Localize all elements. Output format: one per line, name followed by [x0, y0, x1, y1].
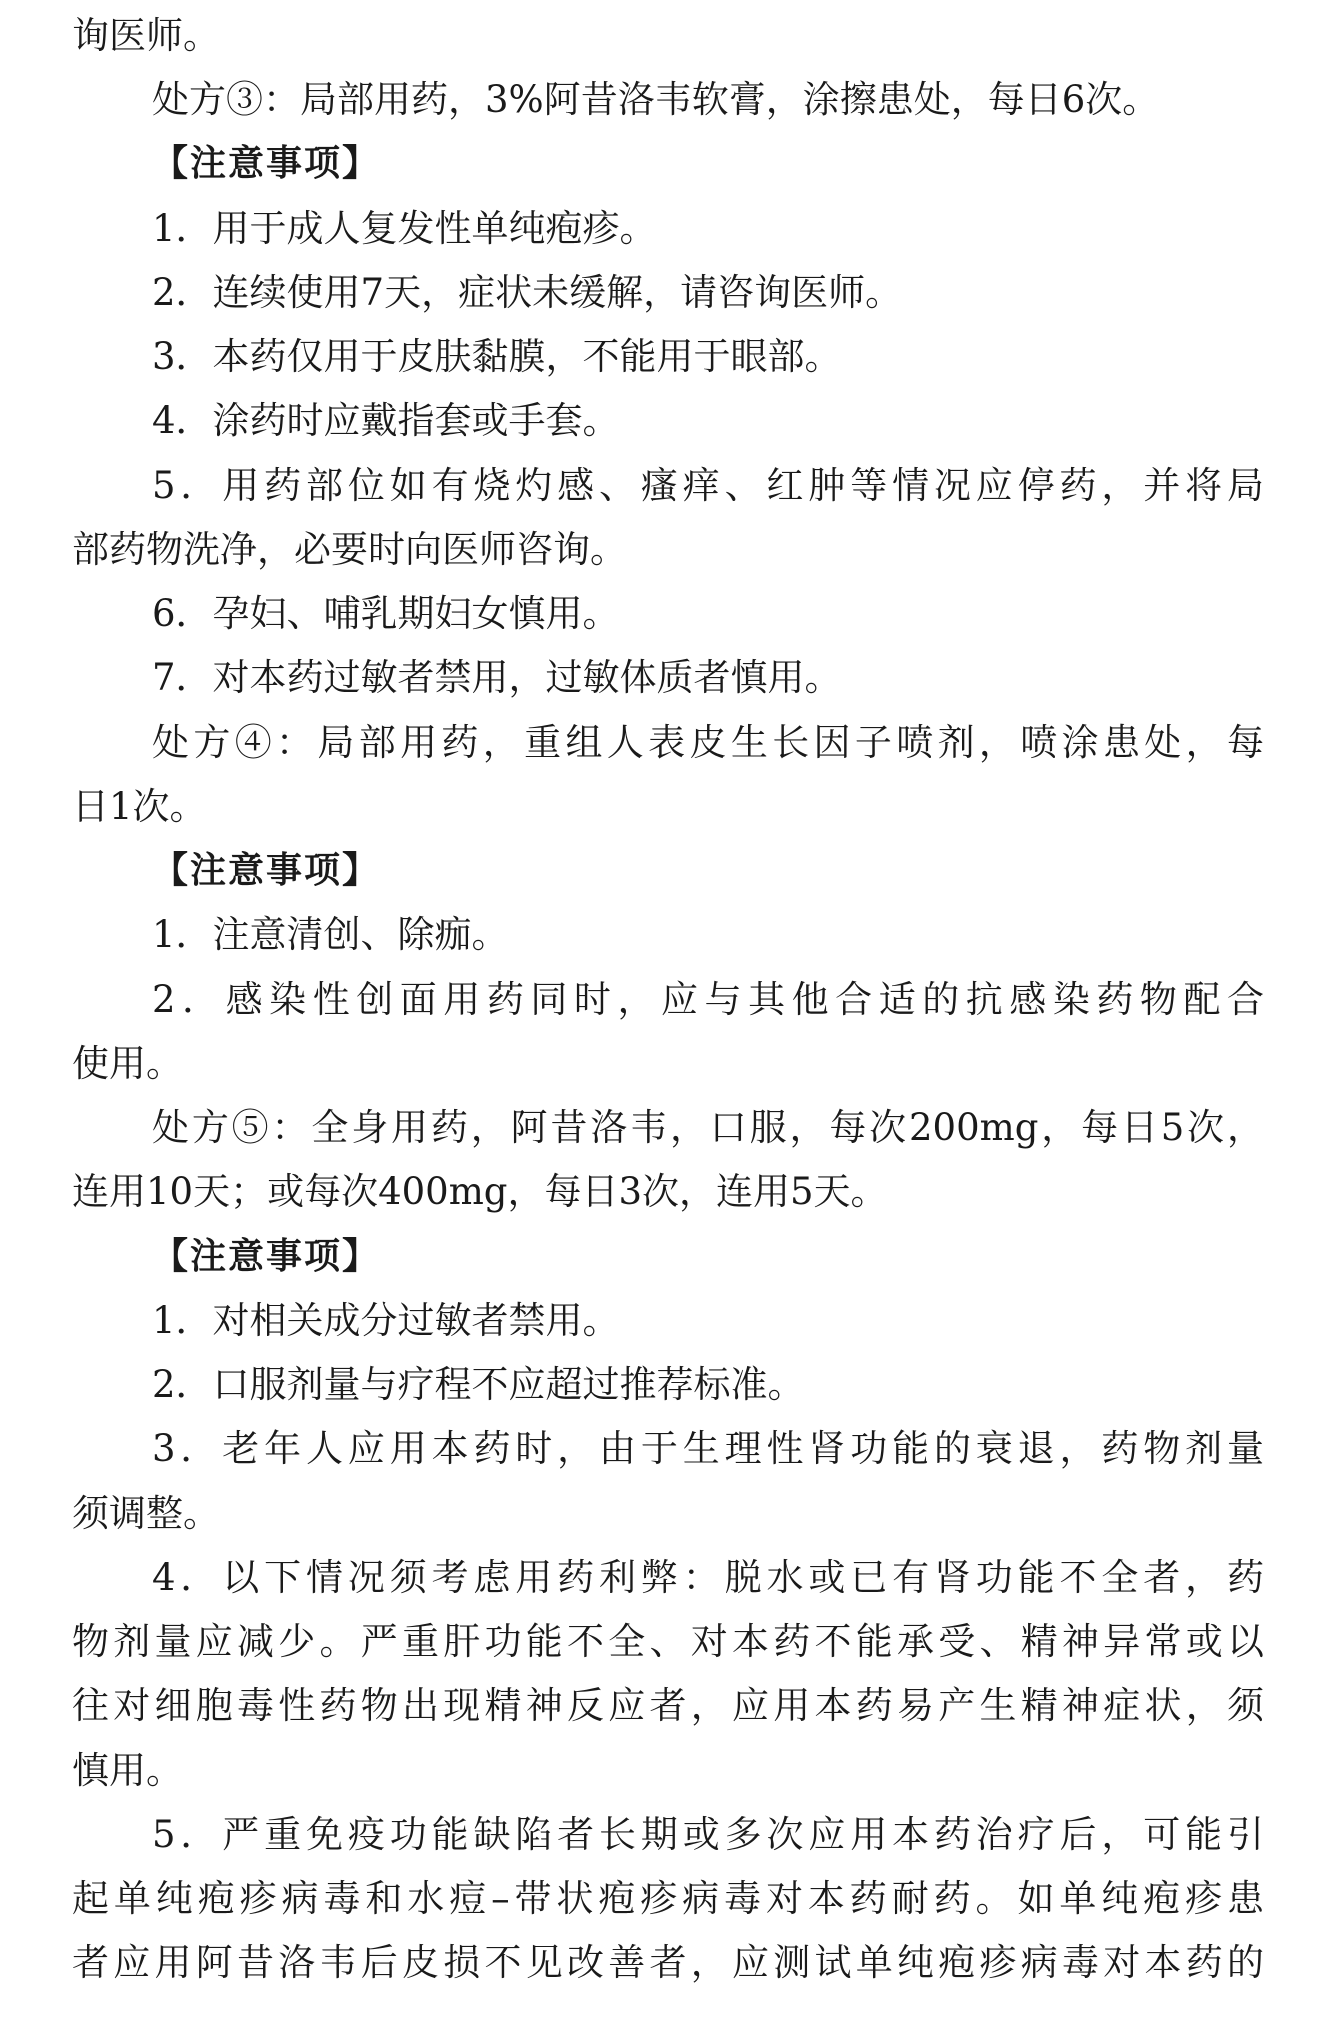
note-item: 1．对相关成分过敏者禁用。: [152, 1299, 620, 1342]
note-item-continued: 往对细胞毒性药物出现精神反应者，应用本药易产生精神症状，须: [72, 1684, 1264, 1727]
notes-heading: 【注意事项】: [152, 143, 381, 184]
note-item: 4．以下情况须考虑用药利弊：脱水或已有肾功能不全者，药: [152, 1556, 1264, 1599]
note-item-continued: 者应用阿昔洛韦后皮损不见改善者，应测试单纯疱疹病毒对本药的: [72, 1941, 1264, 1984]
note-item: 6．孕妇、哺乳期妇女慎用。: [152, 592, 620, 635]
note-item: 2．口服剂量与疗程不应超过推荐标准。: [152, 1363, 805, 1406]
note-item: 2．连续使用7天，症状未缓解，请咨询医师。: [152, 271, 903, 314]
prescription-3: 处方③：局部用药，3%阿昔洛韦软膏，涂擦患处，每日6次。: [152, 78, 1160, 121]
note-item: 1．用于成人复发性单纯疱疹。: [152, 207, 657, 250]
prescription-4-continued: 日1次。: [72, 785, 207, 828]
note-item: 3．老年人应用本药时，由于生理性肾功能的衰退，药物剂量: [152, 1427, 1264, 1470]
note-item-continued: 慎用。: [72, 1749, 183, 1792]
prescription-5: 处方⑤：全身用药，阿昔洛韦，口服，每次200mg，每日5次，: [152, 1106, 1264, 1149]
note-item-continued: 物剂量应减少。严重肝功能不全、对本药不能承受、精神异常或以: [72, 1620, 1264, 1663]
notes-heading: 【注意事项】: [152, 850, 381, 891]
note-item-continued: 使用。: [72, 1042, 183, 1085]
note-item-continued: 起单纯疱疹病毒和水痘–带状疱疹病毒对本药耐药。如单纯疱疹患: [72, 1877, 1264, 1920]
note-item: 2．感染性创面用药同时，应与其他合适的抗感染药物配合: [152, 978, 1264, 1021]
notes-heading: 【注意事项】: [152, 1236, 381, 1277]
prescription-5-continued: 连用10天；或每次400mg，每日3次，连用5天。: [72, 1170, 888, 1213]
note-item: 7．对本药过敏者禁用，过敏体质者慎用。: [152, 656, 842, 699]
note-item-continued: 须调整。: [72, 1492, 220, 1535]
note-item: 4．涂药时应戴指套或手套。: [152, 399, 620, 442]
note-item: 5．用药部位如有烧灼感、瘙痒、红肿等情况应停药，并将局: [152, 464, 1264, 507]
note-item-continued: 部药物洗净，必要时向医师咨询。: [72, 528, 627, 571]
text-line: 询医师。: [72, 14, 220, 57]
note-item: 3．本药仅用于皮肤黏膜，不能用于眼部。: [152, 335, 842, 378]
prescription-4: 处方④：局部用药，重组人表皮生长因子喷剂，喷涂患处，每: [152, 721, 1264, 764]
document-page: [72, 0, 1264, 2041]
note-item: 5．严重免疫功能缺陷者长期或多次应用本药治疗后，可能引: [152, 1813, 1264, 1856]
note-item: 1．注意清创、除痂。: [152, 913, 509, 956]
